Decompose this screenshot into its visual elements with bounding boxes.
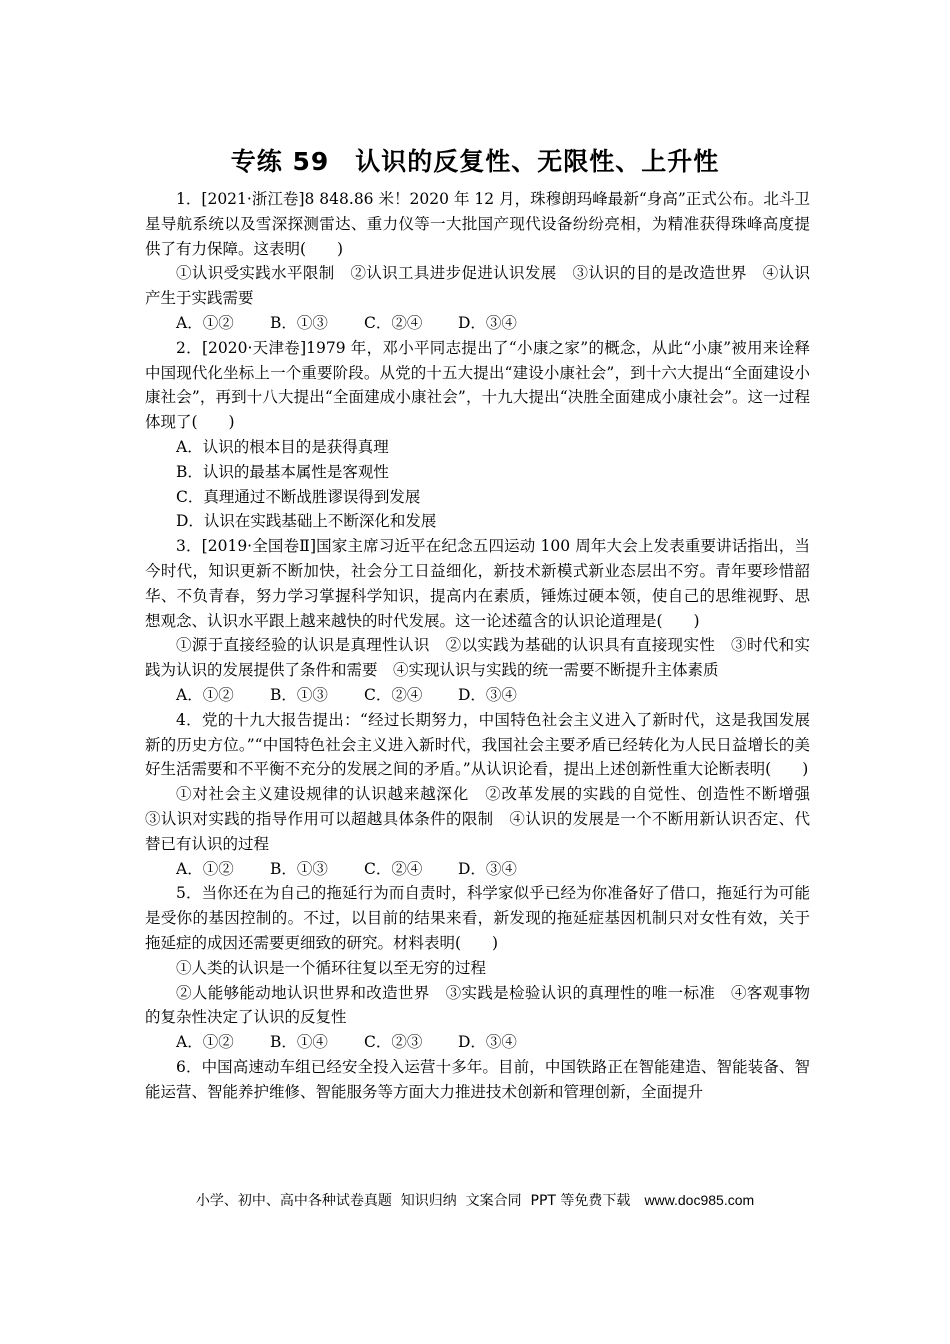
question-2-stem: 2．[2020·天津卷]1979 年，邓小平同志提出了“小康之家”的概念，从此“小康”被用来诠释中国现代化坐标上一个重要阶段。从党的十五大提出“建设小康社会”，到十六大提出“全面建设小康社会”，再到十八大提出“全面建成小康社会”，十九大提出“决胜全面建成小康社会”。这一过程体现了( ): [145, 338, 810, 432]
question-1-items: ①认识受实践水平限制 ②认识工具进步促进认识发展 ③认识的目的是改造世界 ④认识产生于实践需要: [145, 264, 810, 308]
question-3-choices: [145, 683, 810, 708]
choice-c: C．②④: [364, 685, 423, 704]
question-6-stem: 6．中国高速动车组已经安全投入运营十多年。目前，中国铁路正在智能建造、智能装备、智能运营、智能养护维修、智能服务等方面大力推进技术创新和管理创新，全面提升: [145, 1057, 810, 1101]
question-5-item-2: ②人能够能动地认识世界和改造世界 ③实践是检验认识的真理性的唯一标准 ④客观事物的复杂性决定了认识的反复性: [145, 983, 810, 1027]
question-3-items: ①源于直接经验的认识是真理性认识 ②以实践为基础的认识具有直接现实性 ③时代和实践为认识的发展提供了条件和需要 ④实现认识与实践的统一需要不断提升主体素质: [145, 636, 810, 680]
choice-b: B．认识的最基本属性是客观性: [176, 462, 389, 481]
question-1-choices: [145, 311, 810, 336]
choice-a: A．①②: [176, 1033, 234, 1052]
choice-b: B．①③: [270, 313, 328, 332]
choice-c: C．②④: [364, 859, 423, 878]
question-1-stem: 1．[2021·浙江卷]8 848.86 米！2020 年 12 月，珠穆朗玛峰最新“身高”正式公布。北斗卫星导航系统以及雪深探测雷达、重力仪等一大批国产现代设备纷纷亮相，为精准获得珠峰高度提供了有力保障。这表明( ): [145, 190, 810, 258]
question-5-stem: 5．当你还在为自己的拖延行为而自责时，科学家似乎已经为你准备好了借口，拖延行为可能是受你的基因控制的。不过，以目前的结果来看，新发现的拖延症基因机制只对女性有效，关于拖延症的成因还需要更细致的研究。材料表明( ): [145, 884, 810, 952]
question-list: [145, 187, 826, 1104]
choice-d: D．③④: [458, 1033, 517, 1052]
choice-a: A．①②: [176, 313, 234, 332]
footer-url[interactable]: www.doc985.com: [644, 1192, 755, 1208]
choice-d: D．③④: [458, 685, 517, 704]
choice-d: D．③④: [458, 859, 517, 878]
choice-a: A．认识的根本目的是获得真理: [176, 437, 389, 456]
page-footer: [0, 1190, 950, 1210]
choice-a: A．①②: [176, 685, 234, 704]
choice-c: C．②④: [364, 313, 423, 332]
choice-d: D．认识在实践基础上不断深化和发展: [176, 512, 437, 531]
choice-b: B．①④: [270, 1033, 328, 1052]
choice-c: C．真理通过不断战胜谬误得到发展: [176, 487, 421, 506]
question-4-stem: 4．党的十九大报告提出：“经过长期努力，中国特色社会主义进入了新时代，这是我国发展新的历史方位。”“中国特色社会主义进入新时代，我国社会主要矛盾已经转化为人民日益增长的美好生活需要和不平衡不充分的发展之间的矛盾。”从认识论看，提出上述创新性重大论断表明( ): [145, 710, 810, 779]
choice-d: D．③④: [458, 313, 517, 332]
question-5-item-1: ①人类的认识是一个循环往复以至无穷的过程: [176, 958, 487, 977]
question-4-items: ①对社会主义建设规律的认识越来越深化 ②改革发展的实践的自觉性、创造性不断增强 ③认识对实践的指导作用可以超越具体条件的限制 ④认识的发展是一个不断用新认识否定、代替已有认识的过程: [145, 785, 826, 853]
question-3-stem: 3．[2019·全国卷Ⅱ]国家主席习近平在纪念五四运动 100 周年大会上发表重要讲话指出，当今时代，知识更新不断加快，社会分工日益细化，新技术新模式新业态层出不穷。青年要珍惜韶华、不负青春，努力学习掌握科学知识，提高内在素质，锤炼过硬本领，使自己的思维视野、思想观念、认识水平跟上越来越快的时代发展。这一论述蕴含的认识论道理是( ): [145, 537, 810, 630]
choice-b: B．①③: [270, 685, 328, 704]
choice-c: C．②③: [364, 1033, 423, 1052]
page-title: 专练 59 认识的反复性、无限性、上升性: [230, 147, 720, 176]
choice-a: A．①②: [176, 859, 234, 878]
question-5-choices: [145, 1030, 810, 1055]
question-4-choices: [145, 857, 810, 882]
choice-b: B．①③: [270, 859, 328, 878]
footer-text: 小学、初中、高中各种试卷真题 知识归纳 文案合同 PPT 等免费下载: [195, 1193, 631, 1209]
